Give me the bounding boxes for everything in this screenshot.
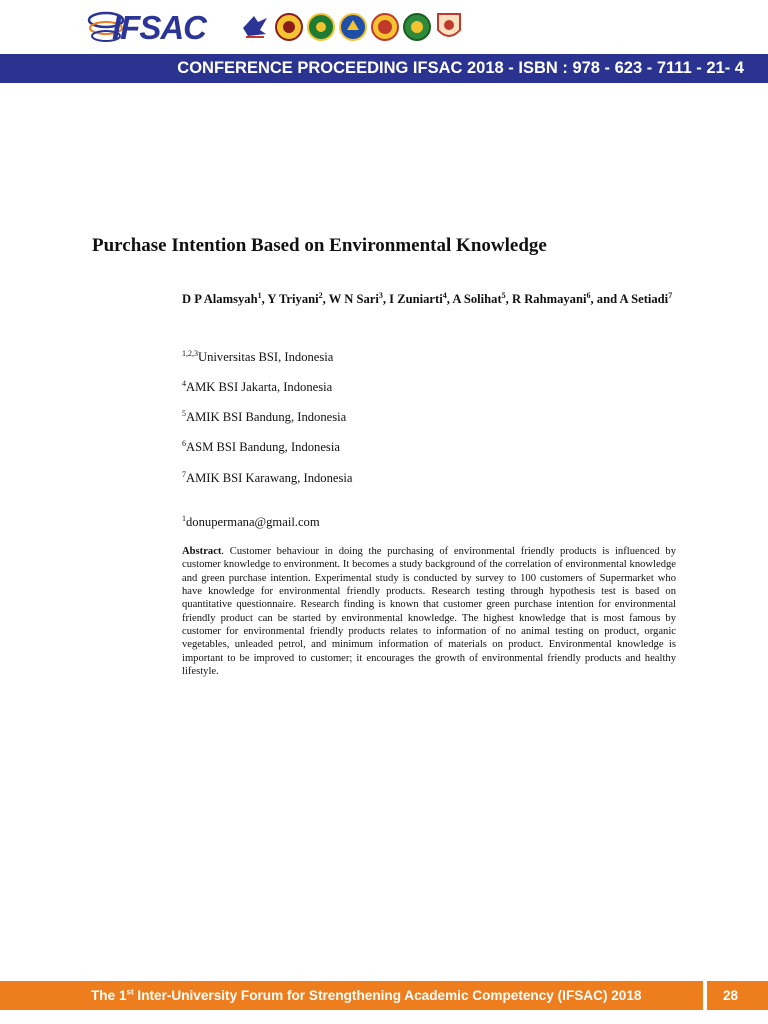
author-name: A Setiadi [619,292,669,306]
abstract [182,545,676,678]
university-seal-icon [434,10,464,44]
affiliation-text: AMK BSI Jakarta, Indonesia [186,380,333,394]
author-sup: 3 [378,290,383,300]
affiliation [182,409,346,425]
abstract-label: Abstract [182,546,222,557]
affiliation-sup: 7 [182,469,186,479]
affiliation-text: AMIK BSI Karawang, Indonesia [186,471,353,485]
footer-banner [0,981,703,1010]
author-list: D P Alamsyah$^1$, Y Triyani$^2$, W N Sari$^3$, I Zuniarti$^4$, A Solihat$^5$, R Rahmayani$^6$, and A Setiadi$^7$ [182,290,673,306]
footer [0,981,768,1010]
author-name: R Rahmayani [511,292,587,306]
affiliation-sup: 1,2,3 [182,348,198,358]
author-sup: 4 [442,290,447,300]
author-sup: 1 [257,290,262,300]
author-name: W N Sari [328,292,379,306]
affiliation [182,439,340,455]
university-seal-icon [240,10,270,44]
affiliation-text: ASM BSI Bandung, Indonesia [186,440,340,454]
footer-conference-text: The 1st Inter-University Forum for Strengthening Academic Competency (IFSAC) 2018 [91,987,642,1003]
affiliation [182,379,332,395]
footer-page-box [707,981,768,1010]
header-banner [0,54,768,83]
author-sup: 5 [501,290,506,300]
affiliation-text: AMIK BSI Bandung, Indonesia [186,410,347,424]
author-sup: 7 [668,290,673,300]
university-seal-icon [306,10,336,44]
page-number: 28 [723,988,739,1003]
affiliation-sup: 4 [182,378,186,388]
author-name: A Solihat [452,292,502,306]
contact-email [182,514,320,530]
author-name: D P Alamsyah [182,292,258,306]
university-seal-icon [274,10,304,44]
affiliation-sup: 6 [182,438,186,448]
university-seal-icon [338,10,368,44]
author-sup: 2 [318,290,323,300]
email-link[interactable]: donupermana@gmail.com [186,515,320,529]
author-name: Y Triyani [267,292,319,306]
header-logos [0,0,768,54]
email-sup: 1 [182,513,186,523]
conference-isbn-text: CONFERENCE PROCEEDING IFSAC 2018 - ISBN : 978 - 623 - 7111 - 21- 4 [177,59,744,77]
affiliation [182,349,333,365]
ifsac-logo-text: IFSAC [112,9,206,46]
paper-title: Purchase Intention Based on Environmental Knowledge [92,235,547,256]
university-seal-icon [370,10,400,44]
university-seal-icon [402,10,432,44]
author-name: I Zuniarti [389,292,443,306]
affiliation-sup: 5 [182,408,186,418]
affiliation [182,470,352,486]
author-sup: 6 [586,290,591,300]
abstract-text: . Customer behaviour in doing the purchasing of environmental friendly products is influenced by customer knowledge to environment. It becomes a study background of the correlation of environmental knowledge and green purchase intention. Experimental study is conducted by survey to 100 customers of Supermarket who have knowledge for environmental friendly products. Research testing through hypothesis test is based on quantitative questionnaire. Research finding is known that customer green purchase intention for environmental friendly product can be started by environmental knowledge. The highest knowledge that is most famous by customer for environmental friendly products relates to information of no animal testing on product, organic vegetables, unleaded petrol, and minimum information of materials on product. Environmental knowledge is important to be improved to customer; it encourages the growth of environmental friendly products and healthy lifestyle. [182,546,676,678]
affiliation-text: Universitas BSI, Indonesia [198,350,334,364]
